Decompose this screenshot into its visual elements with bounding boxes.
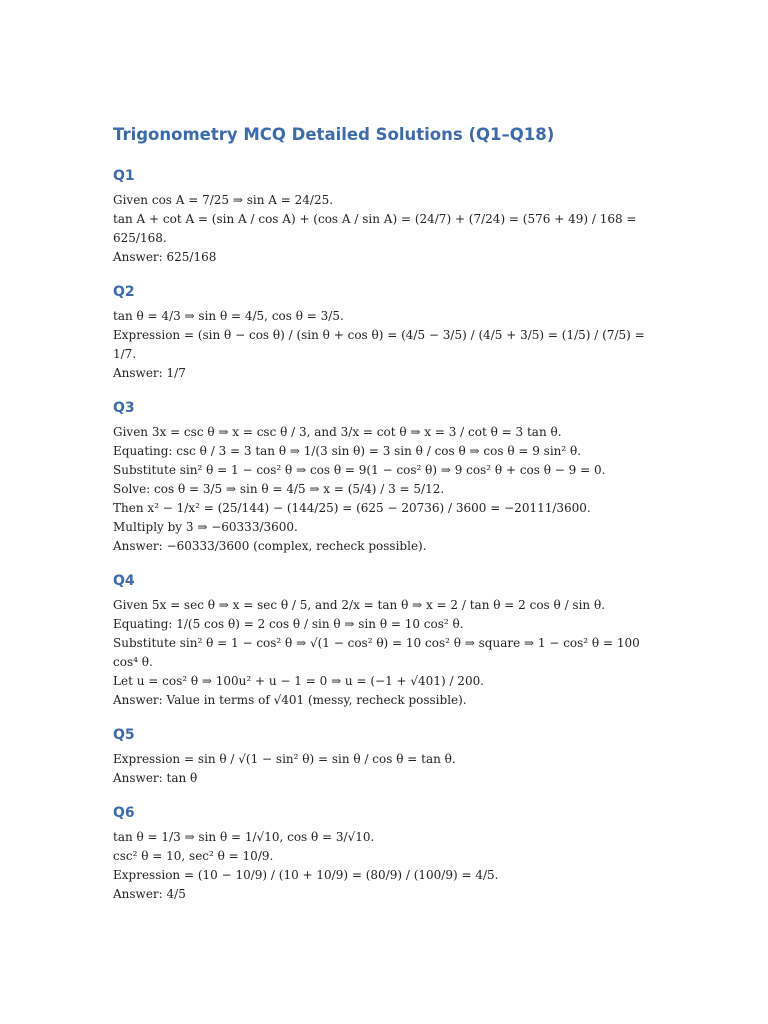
- question-section-q1: [113, 166, 658, 267]
- solution-line: Substitute sin² θ = 1 − cos² θ ⇒ √(1 − cos² θ) = 10 cos² θ ⇒ square ⇒ 1 − cos² θ = 100 cos⁴ θ.: [113, 636, 640, 669]
- solution-line: Expression = (sin θ − cos θ) / (sin θ + cos θ) = (4/5 − 3/5) / (4/5 + 3/5) = (1/5) / (7/5) = 1/7.: [113, 328, 645, 361]
- solution-line: tan A + cot A = (sin A / cos A) + (cos A / sin A) = (24/7) + (7/24) = (576 + 49) / 168 = 625/168.: [113, 212, 637, 245]
- answer-line: Answer: 4/5: [113, 887, 186, 901]
- solution-line: Let u = cos² θ ⇒ 100u² + u − 1 = 0 ⇒ u = (−1 + √401) / 200.: [113, 674, 485, 688]
- solution-line: tan θ = 4/3 ⇒ sin θ = 4/5, cos θ = 3/5.: [113, 309, 344, 323]
- solution-line: Expression = (10 − 10/9) / (10 + 10/9) = (80/9) / (100/9) = 4/5.: [113, 868, 499, 882]
- question-section-q4: [113, 571, 658, 710]
- question-section-q5: [113, 725, 658, 788]
- solution-line: Equating: csc θ / 3 = 3 tan θ ⇒ 1/(3 sin θ) = 3 sin θ / cos θ ⇒ cos θ = 9 sin² θ.: [113, 444, 582, 458]
- answer-line: Answer: 1/7: [113, 366, 186, 380]
- answer-line: Answer: −60333/3600 (complex, recheck possible).: [113, 539, 427, 553]
- question-heading-q1: Q1: [113, 168, 135, 184]
- solution-line: Equating: 1/(5 cos θ) = 2 cos θ / sin θ ⇒ sin θ = 10 cos² θ.: [113, 617, 464, 631]
- solution-line: Given cos A = 7/25 ⇒ sin A = 24/25.: [113, 193, 334, 207]
- question-heading-q5: Q5: [113, 727, 135, 743]
- question-section-q3: [113, 398, 658, 556]
- question-heading-q6: Q6: [113, 805, 135, 821]
- solution-line: csc² θ = 10, sec² θ = 10/9.: [113, 849, 274, 863]
- solution-line: Expression = sin θ / √(1 − sin² θ) = sin θ / cos θ = tan θ.: [113, 752, 456, 766]
- solution-line: Then x² − 1/x² = (25/144) − (144/25) = (625 − 20736) / 3600 = −20111/3600.: [113, 501, 591, 515]
- answer-line: Answer: 625/168: [113, 250, 217, 264]
- answer-line: Answer: Value in terms of √401 (messy, recheck possible).: [113, 693, 467, 707]
- solution-line: Solve: cos θ = 3/5 ⇒ sin θ = 4/5 ⇒ x = (5/4) / 3 = 5/12.: [113, 482, 445, 496]
- answer-line: Answer: tan θ: [113, 771, 198, 785]
- question-section-q6: [113, 803, 658, 904]
- solution-line: Given 3x = csc θ ⇒ x = csc θ / 3, and 3/x = cot θ ⇒ x = 3 / cot θ = 3 tan θ.: [113, 425, 562, 439]
- document-title: Trigonometry MCQ Detailed Solutions (Q1–Q18): [113, 125, 555, 144]
- solution-line: Multiply by 3 ⇒ −60333/3600.: [113, 520, 298, 534]
- question-heading-q3: Q3: [113, 400, 135, 416]
- question-heading-q2: Q2: [113, 284, 135, 300]
- question-section-q2: [113, 282, 658, 383]
- solution-line: Substitute sin² θ = 1 − cos² θ ⇒ cos θ = 9(1 − cos² θ) ⇒ 9 cos² θ + cos θ − 9 = 0.: [113, 463, 606, 477]
- solution-line: Given 5x = sec θ ⇒ x = sec θ / 5, and 2/x = tan θ ⇒ x = 2 / tan θ = 2 cos θ / sin θ.: [113, 598, 606, 612]
- solution-line: tan θ = 1/3 ⇒ sin θ = 1/√10, cos θ = 3/√10.: [113, 830, 375, 844]
- question-heading-q4: Q4: [113, 573, 135, 589]
- document-page: [113, 124, 658, 919]
